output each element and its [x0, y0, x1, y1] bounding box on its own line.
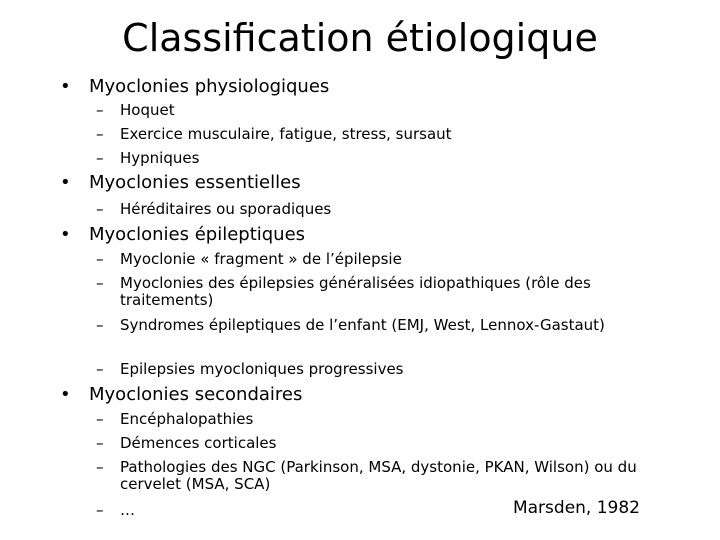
dash-icon: –	[96, 149, 104, 167]
dash-icon: –	[96, 501, 104, 519]
list-item-text: Pathologies des NGC (Parkinson, MSA, dystonie, PKAN, Wilson) ou du cervelet (MSA, SCA)	[120, 458, 637, 493]
dash-icon: –	[96, 274, 104, 292]
dash-icon: –	[96, 410, 104, 428]
list-item	[96, 275, 666, 309]
list-item-text: Syndromes épileptiques de l’enfant (EMJ, West, Lennox-Gastaut)	[120, 316, 605, 334]
bullet-icon: •	[60, 172, 71, 193]
list-item	[96, 459, 666, 493]
dash-icon: –	[96, 101, 104, 119]
list-item-text: Myoclonies des épilepsies généralisées idiopathiques (rôle des traitements)	[120, 274, 591, 309]
list-item	[96, 150, 666, 167]
slide-title: Classification étiologique	[122, 16, 598, 60]
section-heading: Myoclonies secondaires	[89, 384, 303, 405]
section-heading: Myoclonies physiologiques	[89, 76, 330, 97]
list-item	[96, 361, 666, 378]
list-item-text: Encéphalopathies	[120, 410, 254, 428]
list-item	[96, 317, 666, 334]
dash-icon: –	[96, 360, 104, 378]
section-heading: Myoclonies épileptiques	[89, 224, 306, 245]
dash-icon: –	[96, 200, 104, 218]
list-item-text: …	[120, 501, 135, 519]
list-item	[96, 411, 666, 428]
dash-icon: –	[96, 250, 104, 268]
citation: Marsden, 1982	[512, 498, 640, 518]
list-item-text: Myoclonie « fragment » de l’épilepsie	[120, 250, 402, 268]
list-item	[96, 435, 666, 452]
dash-icon: –	[96, 434, 104, 452]
dash-icon: –	[96, 125, 104, 143]
section-heading: Myoclonies essentielles	[89, 172, 301, 193]
list-item	[96, 201, 666, 218]
list-item-text: Hoquet	[120, 101, 175, 119]
bullet-icon: •	[60, 76, 71, 97]
bullet-icon: •	[60, 224, 71, 245]
list-item-text: Démences corticales	[120, 434, 277, 452]
list-item-text: Epilepsies myocloniques progressives	[120, 360, 404, 378]
list-item	[96, 251, 666, 268]
list-item-text: Hypniques	[120, 149, 200, 167]
list-item	[96, 126, 666, 143]
list-item-text: Exercice musculaire, fatigue, stress, sursaut	[120, 125, 452, 143]
dash-icon: –	[96, 316, 104, 334]
bullet-icon: •	[60, 384, 71, 405]
list-item	[96, 102, 666, 119]
list-item-text: Héréditaires ou sporadiques	[120, 200, 332, 218]
dash-icon: –	[96, 458, 104, 476]
